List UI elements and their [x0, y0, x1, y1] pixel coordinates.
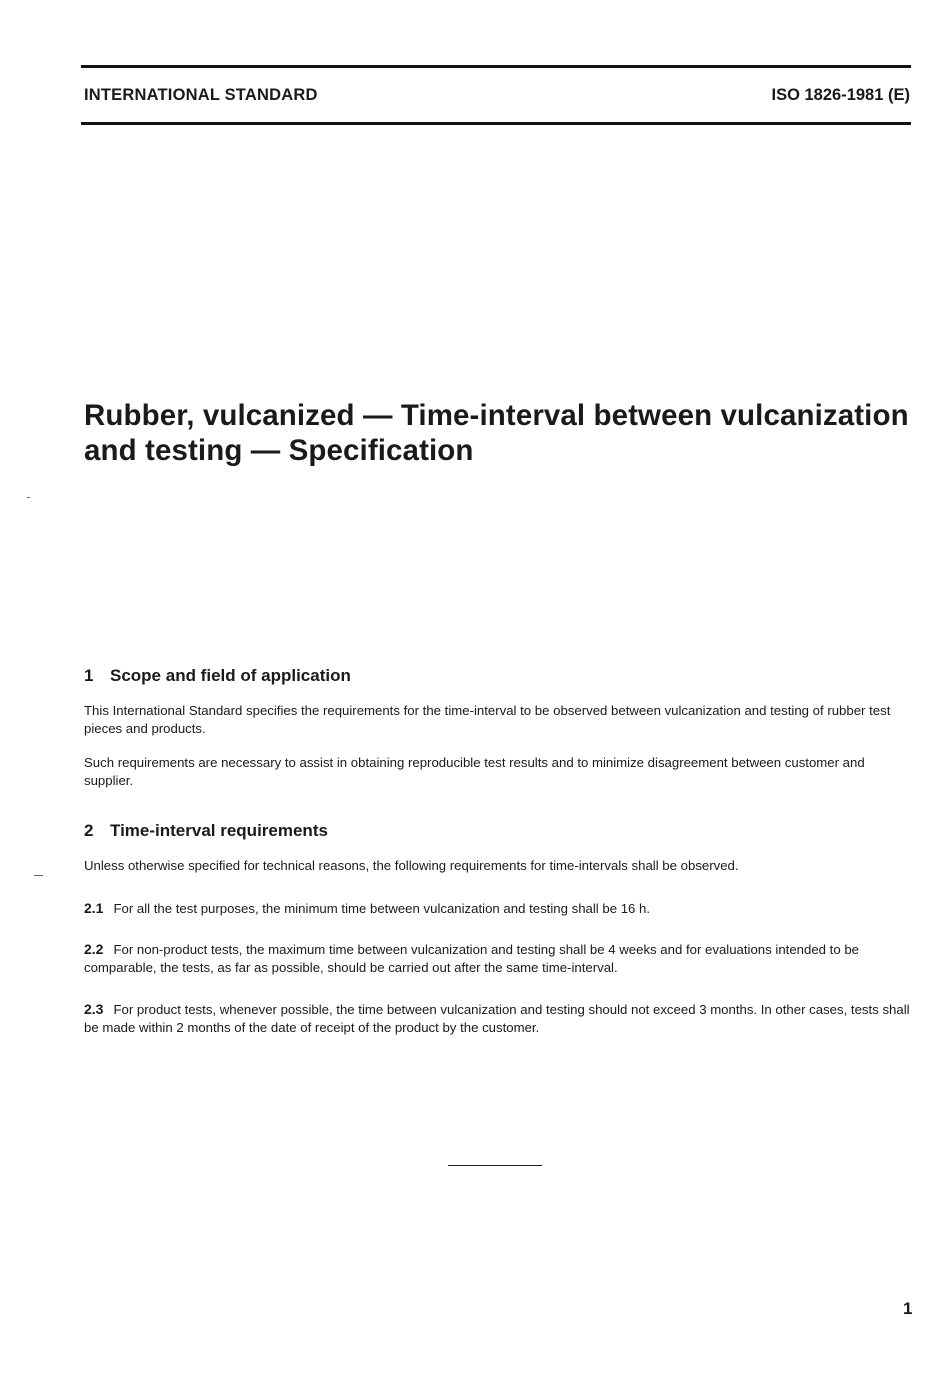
clause-2-1-number: 2.1 — [84, 900, 104, 916]
clause-2-2 — [84, 940, 916, 977]
section-1-title: Scope and field of application — [110, 666, 351, 685]
section-1-heading — [84, 666, 351, 686]
section-2-intro: Unless otherwise specified for technical reasons, the following requirements for time-intervals shall be observed. — [84, 858, 739, 873]
clause-2-1 — [84, 899, 916, 918]
clause-2-2-number: 2.2 — [84, 941, 104, 957]
clause-2-2-text: For non-product tests, the maximum time between vulcanization and testing shall be 4 weeks and for evaluations intended to be comparable, the tests, as far as possible, should be carried out after the same time-interval. — [84, 942, 859, 975]
end-of-text-rule — [448, 1165, 542, 1166]
clause-2-3-text: For product tests, whenever possible, the time between vulcanization and testing should not exceed 3 months. In other cases, tests shall be made within 2 months of the date of receipt of the product by the customer. — [84, 1002, 910, 1035]
clause-2-3 — [84, 1000, 916, 1037]
header-bottom-rule — [81, 122, 911, 125]
standard-number: ISO 1826-1981 (E) — [771, 86, 910, 104]
header-top-rule — [81, 65, 911, 68]
section-1-paragraph-2: Such requirements are necessary to assist in obtaining reproducible test results and to minimize disagreement between customer and supplier. — [84, 755, 865, 788]
page-number: 1 — [903, 1299, 913, 1318]
clause-2-1-text: For all the test purposes, the minimum time between vulcanization and testing shall be 16 h. — [113, 901, 651, 916]
section-1-number: 1 — [84, 666, 94, 685]
clause-2-3-number: 2.3 — [84, 1001, 104, 1017]
section-1-paragraph-1: This International Standard specifies the requirements for the time-interval to be observed between vulcanization and testing of rubber test pieces and products. — [84, 703, 891, 736]
section-2-number: 2 — [84, 821, 94, 840]
scan-speck — [34, 875, 43, 876]
section-2-title: Time-interval requirements — [110, 821, 328, 840]
section-2-heading — [84, 821, 328, 841]
document-title: Rubber, vulcanized — Time-interval between vulcanization and testing — Specification — [84, 399, 909, 467]
document-type-label: INTERNATIONAL STANDARD — [84, 86, 318, 104]
scan-speck — [27, 497, 30, 498]
